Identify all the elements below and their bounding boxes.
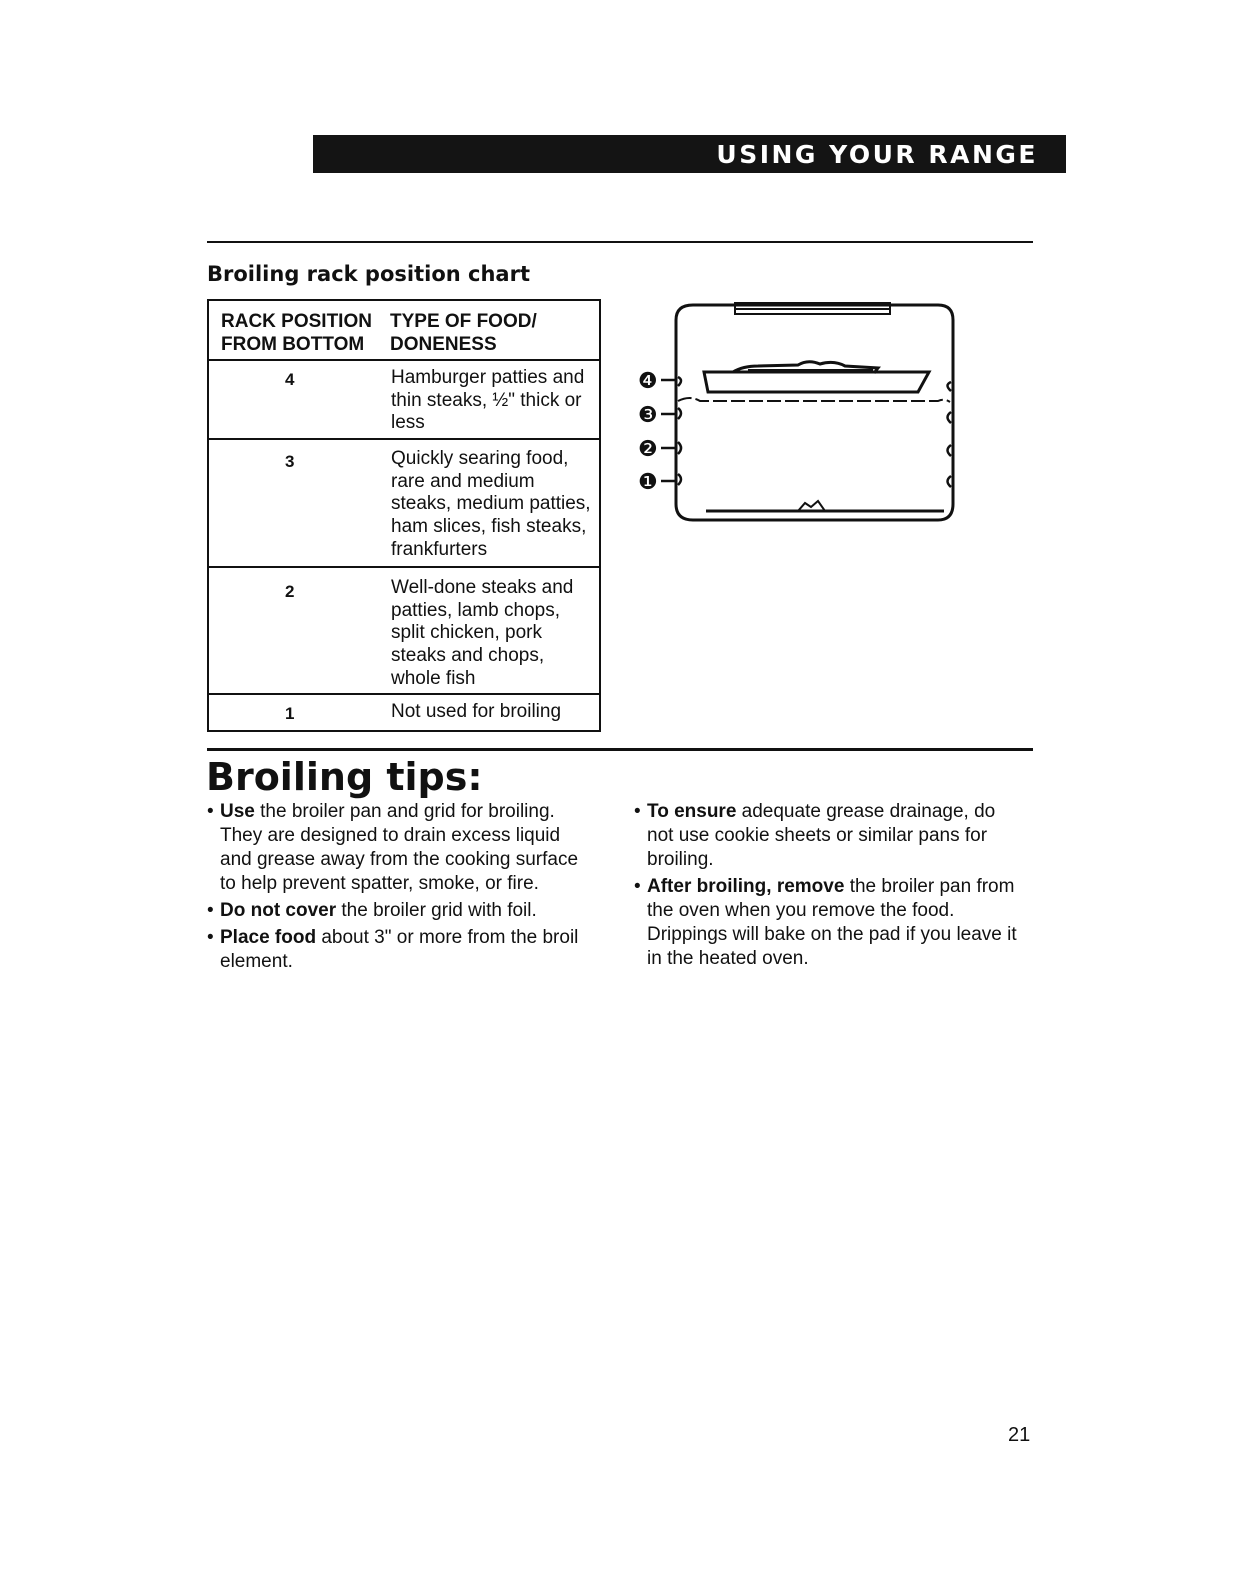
tips-column-left	[207, 800, 592, 977]
rack-position-table	[207, 299, 601, 732]
bullet: •	[207, 927, 214, 948]
tip-lead: To ensure	[647, 801, 737, 822]
rack-label: ❹	[638, 369, 658, 394]
column-header-rack-position: RACK POSITION FROM BOTTOM	[221, 311, 372, 355]
section-title: USING YOUR RANGE	[716, 140, 1038, 169]
column-header-food-type: TYPE OF FOOD/ DONENESS	[390, 311, 537, 355]
tip-item	[634, 800, 1019, 872]
broiler-pan	[704, 362, 929, 392]
table-row	[209, 568, 599, 695]
bullet: •	[634, 801, 641, 822]
table-row	[209, 440, 599, 568]
tip-lead: After broiling, remove	[647, 876, 845, 897]
tip-text: the broiler pan from the oven when you remove the food. Drippings will bake on the pad if you leave it in the heated oven.	[647, 876, 1017, 969]
rack-label: ❶	[638, 470, 658, 495]
food-description: Quickly searing food, rare and medium steaks, medium patties, ham slices, fish steaks, frankfurters	[391, 448, 591, 560]
tip-text: the broiler pan and grid for broiling. They are designed to drain excess liquid and grease away from the cooking surface to help prevent spatter, smoke, or fire.	[220, 801, 579, 894]
tip-text: adequate grease drainage, do not use cookie sheets or similar pans for broiling.	[647, 801, 996, 870]
table-row	[209, 695, 599, 730]
tip-item	[634, 875, 1019, 971]
rack-guides-left	[678, 377, 681, 485]
page-number: 21	[1008, 1424, 1031, 1446]
table-row	[209, 359, 599, 440]
bullet: •	[207, 900, 214, 921]
rack-position-number: 1	[285, 704, 295, 723]
divider-rule	[207, 241, 1033, 243]
tip-lead: Place food	[220, 927, 317, 948]
food-description: Well-done steaks and patties, lamb chops, split chicken, pork steaks and chops, whole fish	[391, 577, 574, 689]
chart-title: Broiling rack position chart	[207, 262, 530, 286]
rack-position-number: 4	[285, 370, 295, 389]
tips-heading: Broiling tips:	[206, 755, 483, 799]
oven-rack-diagram	[638, 296, 963, 528]
tip-text: about 3" or more from the broil element.	[220, 927, 579, 972]
section-header-bar	[313, 135, 1066, 173]
rack-position-number: 3	[285, 452, 295, 471]
tip-lead: Use	[220, 801, 255, 822]
rack-label: ❷	[638, 437, 658, 462]
rack-position-number: 2	[285, 582, 295, 601]
tip-lead: Do not cover	[220, 900, 337, 921]
table-header	[209, 301, 599, 361]
rack-label: ❸	[638, 403, 658, 428]
bullet: •	[207, 801, 214, 822]
tip-item	[207, 899, 592, 923]
rack-line	[678, 398, 950, 402]
oven-cavity-outline	[676, 305, 953, 520]
tip-text: the broiler grid with foil.	[336, 900, 537, 921]
tips-column-right	[634, 800, 1019, 974]
tip-item	[207, 800, 592, 896]
tip-item	[207, 926, 592, 974]
food-description: Hamburger patties and thin steaks, ½" thick or less	[391, 367, 585, 434]
bullet: •	[634, 876, 641, 897]
food-description: Not used for broiling	[391, 701, 562, 722]
rack-guides-right	[948, 382, 952, 487]
divider-rule	[207, 748, 1033, 751]
